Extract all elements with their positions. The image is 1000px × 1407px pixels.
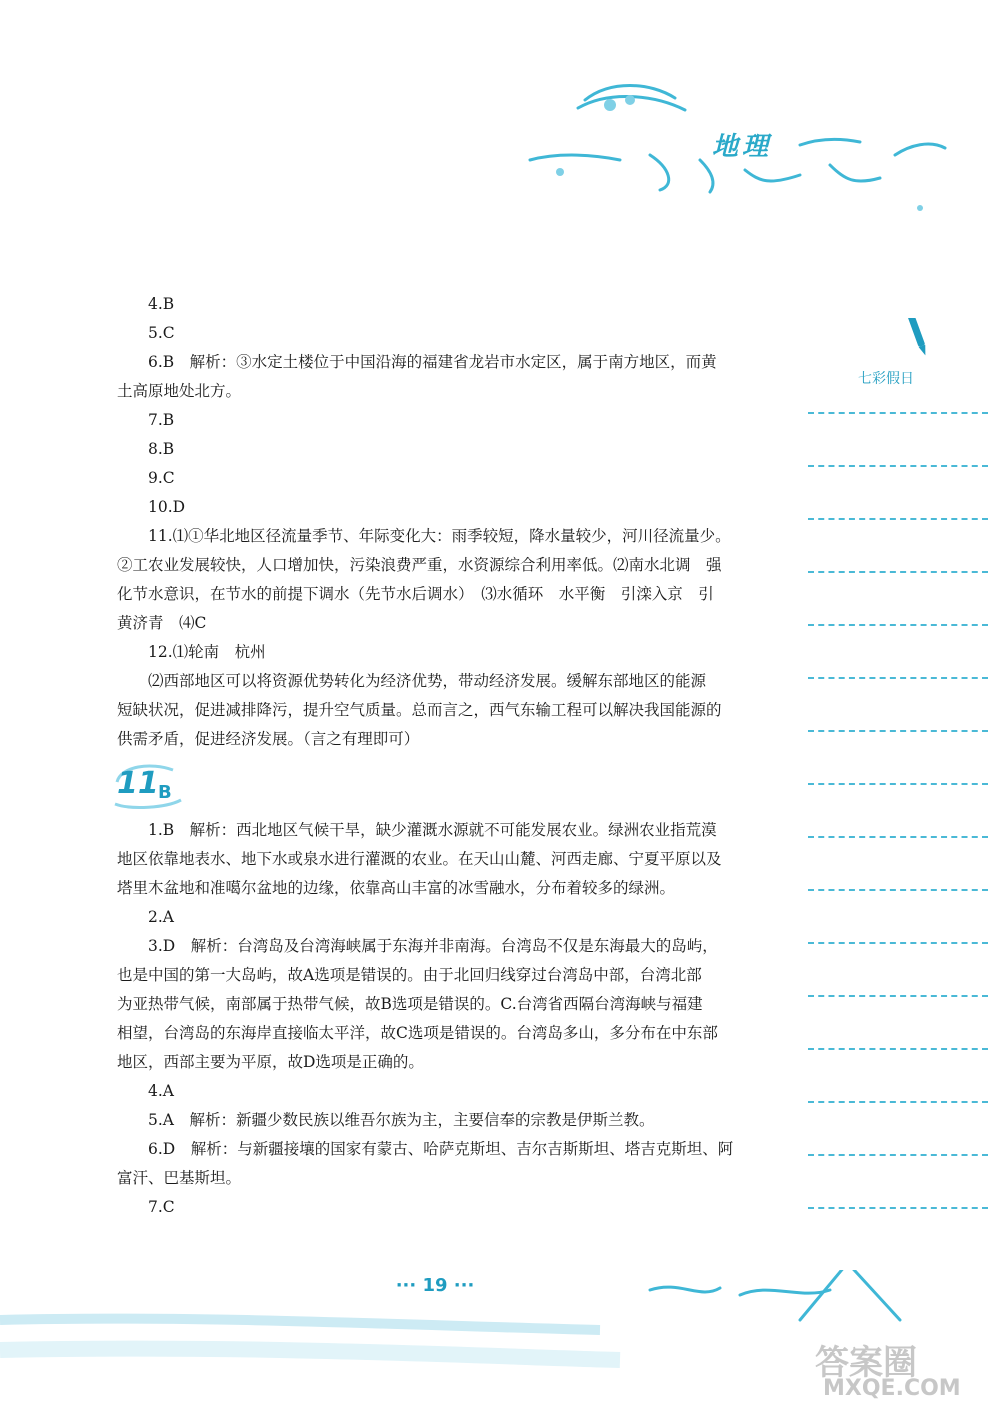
answer-line: 6.B 解析：③水定土楼位于中国沿海的福建省龙岩市水定区，属于南方地区，而黄 <box>148 353 717 371</box>
watermark-url: MXQE.COM <box>823 1376 961 1401</box>
answer-line: 10.D <box>148 498 186 516</box>
answer-line: 富汗、巴基斯坦。 <box>117 1169 242 1187</box>
answer-line: ②工农业发展较快，人口增加快，污染浪费严重，水资源综合利用率低。⑵南水北调 强 <box>117 556 722 574</box>
note-line <box>808 942 988 944</box>
answer-line: 6.D 解析：与新疆接壤的国家有蒙古、哈萨克斯坦、吉尔吉斯斯坦、塔吉克斯坦、阿 <box>148 1140 734 1158</box>
answer-line: 12.⑴轮南 杭州 <box>148 643 266 661</box>
answer-line: 2.A <box>148 908 174 926</box>
section-number: 11 <box>117 766 159 801</box>
note-line <box>808 836 988 838</box>
answer-line: 土高原地处北方。 <box>117 382 242 400</box>
answer-line: 7.B <box>148 411 175 429</box>
answer-line: 相望，台湾岛的东海岸直接临太平洋，故C选项是错误的。台湾岛多山，多分布在中东部 <box>117 1024 718 1042</box>
answer-line: 5.C <box>148 324 175 342</box>
sidebar-label: 七彩假日 <box>858 371 914 387</box>
note-line <box>808 783 988 785</box>
subject-title: 地理 <box>712 132 773 162</box>
note-line <box>808 1048 988 1050</box>
section-letter: B <box>158 782 172 803</box>
page-number: ··· 19 ··· <box>395 1275 475 1296</box>
note-line <box>808 465 988 467</box>
note-line <box>808 518 988 520</box>
pen-icon <box>808 318 988 368</box>
note-line <box>808 1101 988 1103</box>
answer-line: ⑵西部地区可以将资源优势转化为经济优势，带动经济发展。缓解东部地区的能源 <box>148 672 707 690</box>
answer-line: 塔里木盆地和准噶尔盆地的边缘，依靠高山丰富的冰雪融水，分布着较多的绿洲。 <box>117 879 676 897</box>
answer-line: 4.A <box>148 1082 174 1100</box>
answer-line: 1.B 解析：西北地区气候干旱，缺少灌溉水源就不可能发展农业。绿洲农业指荒漠 <box>148 821 717 839</box>
note-line <box>808 677 988 679</box>
answer-line: 黄济青 ⑷C <box>117 614 207 632</box>
answer-line: 化节水意识，在节水的前提下调水（先节水后调水） ⑶水循环 水平衡 引滦入京 引 <box>117 585 714 603</box>
answer-line: 地区，西部主要为平原，故D选项是正确的。 <box>117 1053 424 1071</box>
watermark-logo: 答案圈 <box>815 1343 917 1383</box>
note-line <box>808 889 988 891</box>
answer-line: 3.D 解析：台湾岛及台湾海峡属于东海并非南海。台湾岛不仅是东海最大的岛屿， <box>148 937 718 955</box>
answer-line: 也是中国的第一大岛屿，故A选项是错误的。由于北回归线穿过台湾岛中部，台湾北部 <box>117 966 702 984</box>
answer-line: 5.A 解析：新疆少数民族以维吾尔族为主，主要信奉的宗教是伊斯兰教。 <box>148 1111 655 1129</box>
note-line <box>808 412 988 414</box>
answer-line: 7.C <box>148 1198 175 1216</box>
answer-line: 供需矛盾，促进经济发展。（言之有理即可） <box>117 730 420 748</box>
note-line <box>808 730 988 732</box>
note-line <box>808 1154 988 1156</box>
answer-line: 短缺状况，促进减排降污，提升空气质量。总而言之，西气东输工程可以解决我国能源的 <box>117 701 722 719</box>
note-line <box>808 571 988 573</box>
note-lines <box>808 412 988 1260</box>
note-line <box>808 995 988 997</box>
answer-line: 8.B <box>148 440 175 458</box>
answer-line: 为亚热带气候，南部属于热带气候，故B选项是错误的。C.台湾省西隔台湾海峡与福建 <box>117 995 703 1013</box>
note-line <box>808 624 988 626</box>
answer-line: 地区依靠地表水、地下水或泉水进行灌溉的农业。在天山山麓、河西走廊、宁夏平原以及 <box>117 850 722 868</box>
answer-content <box>117 290 745 1222</box>
section-marker <box>111 760 745 810</box>
answer-line: 4.B <box>148 295 175 313</box>
note-line <box>808 1207 988 1209</box>
answer-line: 9.C <box>148 469 175 487</box>
answer-line: 11.⑴①华北地区径流量季节、年际变化大：雨季较短，降水量较少，河川径流量少。 <box>148 527 731 545</box>
